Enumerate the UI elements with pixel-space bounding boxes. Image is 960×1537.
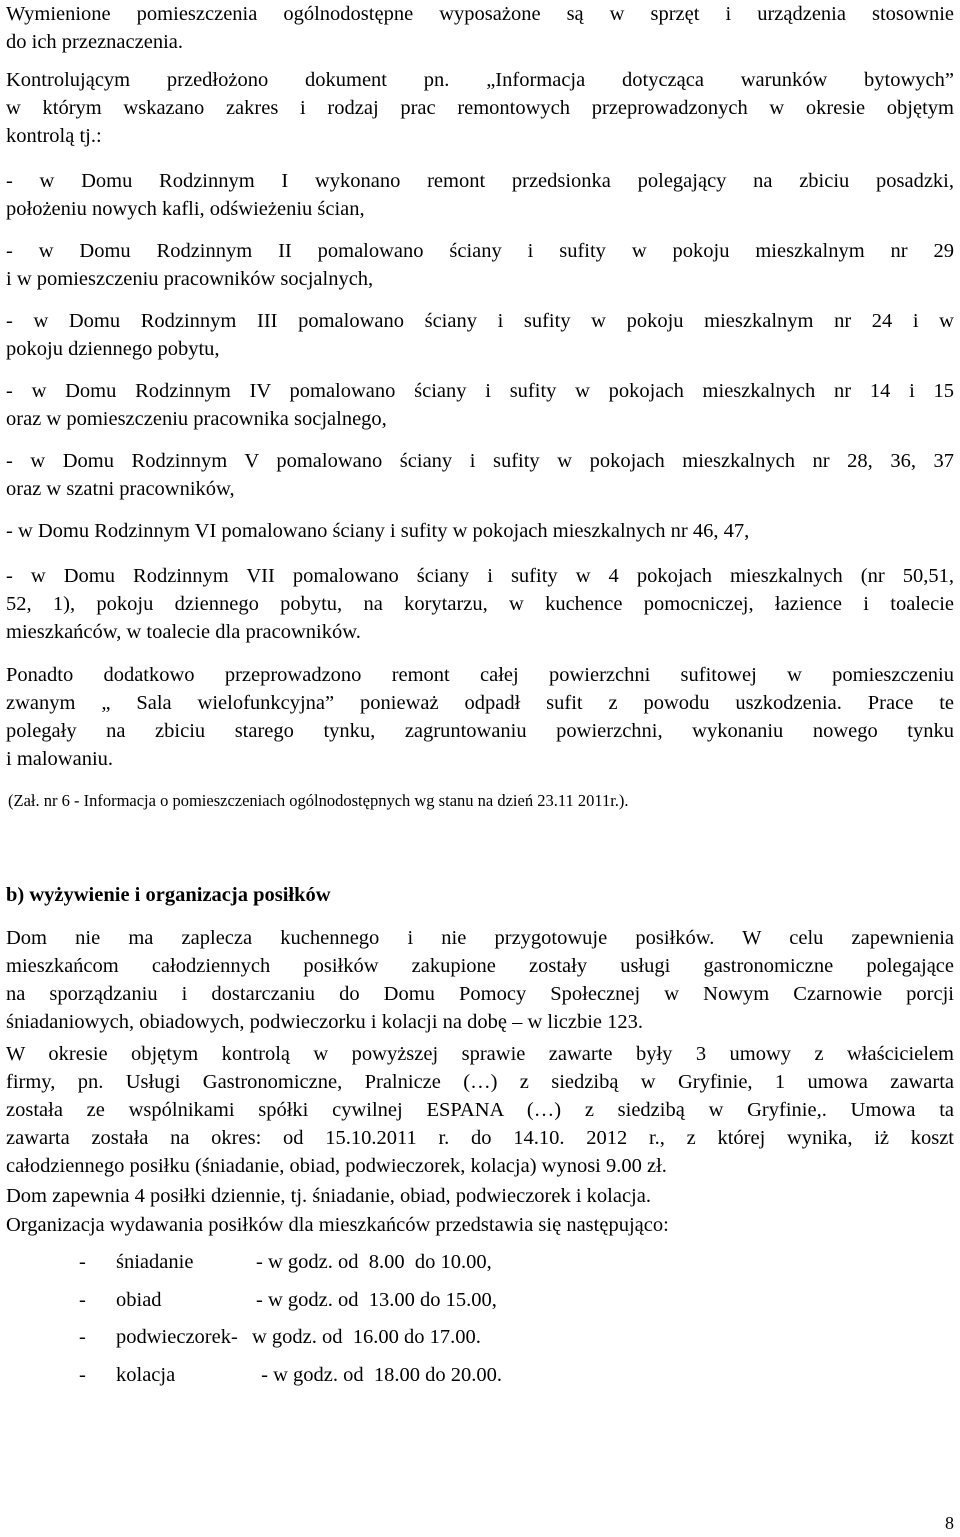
renovation-item: [6, 307, 954, 363]
renovation-item: [6, 517, 954, 545]
text-line: zwanym „ Sala wielofunkcyjna” ponieważ odpadł sufit z powodu uszkodzenia. Prace te: [6, 692, 954, 714]
text-line: 52, 1), pokoju dziennego pobytu, na korytarzu, w kuchence pomocniczej, łazience i toalecie: [6, 593, 954, 615]
meals-count-paragraph: [6, 1182, 954, 1210]
text-line: W okresie objętym kontrolą w powyższej sprawie zawarte były 3 umowy z właścicielem: [6, 1043, 954, 1065]
meals-intro-paragraph: [6, 1211, 954, 1239]
meal-dash: -: [79, 1326, 86, 1348]
renovation-item: [6, 562, 954, 646]
meal-schedule-row: [6, 1361, 502, 1501]
text-line: b) wyżywienie i organizacja posiłków: [6, 884, 331, 906]
section-b-heading: [6, 881, 954, 909]
contracts-paragraph: [6, 1040, 954, 1180]
text-line: całodziennego posiłku (śniadanie, obiad, podwieczorek, kolacja) wynosi 9.00 zł.: [6, 1155, 667, 1177]
page-number: 8: [945, 1513, 954, 1533]
text-line: położeniu nowych kafli, odświeżeniu ścian,: [6, 198, 365, 220]
text-line: - w Domu Rodzinnym V pomalowano ściany i sufity w pokojach mieszkalnych nr 28, 36, 37: [6, 450, 954, 472]
text-line: i w pomieszczeniu pracowników socjalnych,: [6, 268, 374, 290]
additional-paragraph: [6, 661, 954, 773]
control-paragraph: [6, 66, 954, 150]
meal-dash: -: [79, 1364, 86, 1386]
meal-name: podwieczorek-: [116, 1326, 238, 1348]
text-line: w którym wskazano zakres i rodzaj prac remontowych przeprowadzonych w okresie objętym: [6, 97, 954, 119]
text-line: Wymienione pomieszczenia ogólnodostępne wyposażone są w sprzęt i urządzenia stosownie: [6, 3, 954, 25]
text-line: - w Domu Rodzinnym III pomalowano ściany i sufity w pokoju mieszkalnym nr 24 i w: [6, 310, 954, 332]
text-line: Organizacja wydawania posiłków dla mieszkańców przedstawia się następująco:: [6, 1214, 669, 1236]
text-line: oraz w szatni pracowników,: [6, 478, 235, 500]
text-line: - w Domu Rodzinnym VI pomalowano ściany i sufity w pokojach mieszkalnych nr 46, 47,: [6, 520, 750, 542]
text-line: śniadaniowych, obiadowych, podwieczorku i kolacji na dobę – w liczbie 123.: [6, 1011, 644, 1033]
text-line: i malowaniu.: [6, 748, 114, 770]
text-line: mieszkańców, w toalecie dla pracowników.: [6, 621, 361, 643]
text-line: została ze wspólnikami spółki cywilnej ESPANA (…) z siedzibą w Gryfinie,. Umowa ta: [6, 1099, 954, 1121]
meal-time: - w godz. od 18.00 do 20.00.: [256, 1364, 502, 1386]
text-line: - w Domu Rodzinnym IV pomalowano ściany i sufity w pokojach mieszkalnych nr 14 i 15: [6, 380, 954, 402]
text-line: - w Domu Rodzinnym I wykonano remont przedsionka polegający na zbiciu posadzki,: [6, 170, 954, 192]
text-line: - w Domu Rodzinnym II pomalowano ściany i sufity w pokoju mieszkalnym nr 29: [6, 240, 954, 262]
renovation-item: [6, 167, 954, 223]
text-line: - w Domu Rodzinnym VII pomalowano ściany i sufity w 4 pokojach mieszkalnych (nr 50,51,: [6, 565, 954, 587]
text-line: (Zał. nr 6 - Informacja o pomieszczeniach ogólnodostępnych wg stanu na dzień 23.11 2011r.).: [8, 791, 629, 810]
text-line: mieszkańcom całodziennych posiłków zakupione zostały usługi gastronomiczne polegające: [6, 955, 954, 977]
meal-name: śniadanie: [116, 1251, 194, 1273]
meal-time: - w godz. od 8.00 do 10.00,: [256, 1251, 492, 1273]
text-line: polegały na zbiciu starego tynku, zagruntowaniu powierzchni, wykonaniu nowego tynku: [6, 720, 954, 742]
meal-time: w godz. od 16.00 do 17.00.: [252, 1326, 481, 1348]
meal-name: kolacja: [116, 1364, 176, 1386]
text-line: pokoju dziennego pobytu,: [6, 338, 220, 360]
text-line: kontrolą tj.:: [6, 125, 102, 147]
text-line: Dom nie ma zaplecza kuchennego i nie przygotowuje posiłków. W celu zapewnienia: [6, 927, 954, 949]
text-line: oraz w pomieszczeniu pracownika socjalnego,: [6, 408, 387, 430]
text-line: Kontrolującym przedłożono dokument pn. „Informacja dotycząca warunków bytowych”: [6, 69, 954, 91]
attachment-note: [8, 787, 956, 815]
text-line: zawarta została na okres: od 15.10.2011 r. do 14.10. 2012 r., z której wynika, iż koszt: [6, 1127, 954, 1149]
meal-dash: -: [79, 1251, 86, 1273]
text-line: Dom zapewnia 4 posiłki dziennie, tj. śniadanie, obiad, podwieczorek i kolacja.: [6, 1185, 651, 1207]
renovation-item: [6, 447, 954, 503]
text-line: do ich przeznaczenia.: [6, 31, 183, 53]
text-line: Ponadto dodatkowo przeprowadzono remont całej powierzchni sufitowej w pomieszczeniu: [6, 664, 954, 686]
renovation-item: [6, 237, 954, 293]
text-line: na sporządzaniu i dostarczaniu do Domu Pomocy Społecznej w Nowym Czarnowie porcji: [6, 983, 954, 1005]
catering-paragraph: [6, 924, 954, 1036]
intro-paragraph: [6, 0, 954, 56]
meal-dash: -: [79, 1289, 86, 1311]
meal-name: obiad: [116, 1289, 162, 1311]
renovation-item: [6, 377, 954, 433]
text-line: firmy, pn. Usługi Gastronomiczne, Pralnicze (…) z siedzibą w Gryfinie, 1 umowa zawarta: [6, 1071, 954, 1093]
meal-time: - w godz. od 13.00 do 15.00,: [256, 1289, 497, 1311]
